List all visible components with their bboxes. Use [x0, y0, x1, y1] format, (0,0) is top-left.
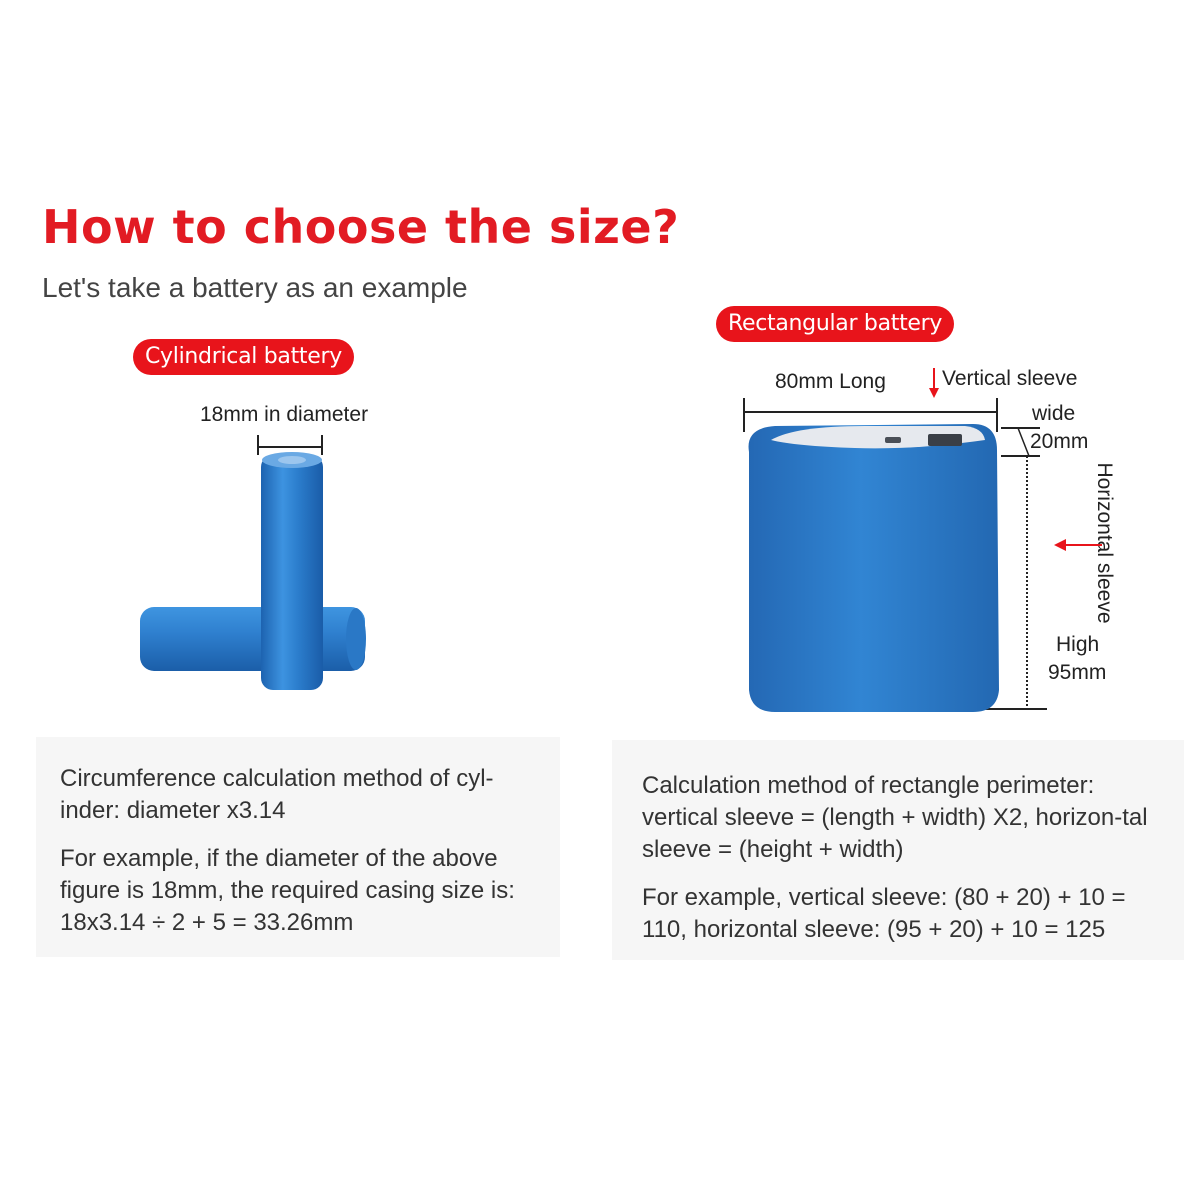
rectangle-calculation-card — [612, 740, 1184, 960]
horizontal-cylinder-battery — [140, 607, 366, 671]
vertical-cylinder-battery — [261, 452, 323, 690]
rectangle-example-text: For example, vertical sleeve: (80 + 20) + 10 = 110, horizontal sleeve: (95 + 20) + 10 = 125 — [642, 884, 1126, 943]
cylindrical-battery-badge: Cylindrical battery — [133, 339, 354, 375]
rectangular-battery-badge: Rectangular battery — [716, 306, 954, 342]
rectangle-method-text: Calculation method of rectangle perimeter: vertical sleeve = (length + width) X2, horizon-tal sleeve = (height + width) — [642, 772, 1148, 863]
rectangular-battery — [749, 424, 999, 712]
cylinder-calculation-card — [36, 737, 560, 957]
rectangular-battery-illustration — [735, 360, 1065, 720]
diameter-label: 18mm in diameter — [200, 403, 369, 426]
vertical-sleeve-label: Vertical sleeve — [942, 367, 1078, 390]
horizontal-sleeve-arrowhead-icon — [1052, 535, 1104, 555]
high-label: High — [1056, 633, 1100, 656]
horizontal-sleeve-label: Horizontal sleeve — [1093, 462, 1116, 624]
cylinder-method-text: Circumference calculation method of cyl-inder: diameter x3.14 — [60, 765, 494, 824]
vertical-sleeve-arrow-icon — [929, 368, 939, 398]
page-subtitle: Let's take a battery as an example — [42, 272, 468, 303]
wide-label: wide — [1032, 402, 1076, 425]
cylinder-example-text: For example, if the diameter of the above figure is 18mm, the required casing size is: 18x3.14 ÷ 2 + 5 = 33.26mm — [60, 845, 515, 936]
length-label: 80mm Long — [775, 370, 886, 393]
cylindrical-battery-illustration — [120, 425, 390, 705]
page-title: How to choose the size? — [42, 200, 680, 254]
height-value-label: 95mm — [1048, 661, 1107, 684]
width-value-label: 20mm — [1030, 430, 1089, 453]
